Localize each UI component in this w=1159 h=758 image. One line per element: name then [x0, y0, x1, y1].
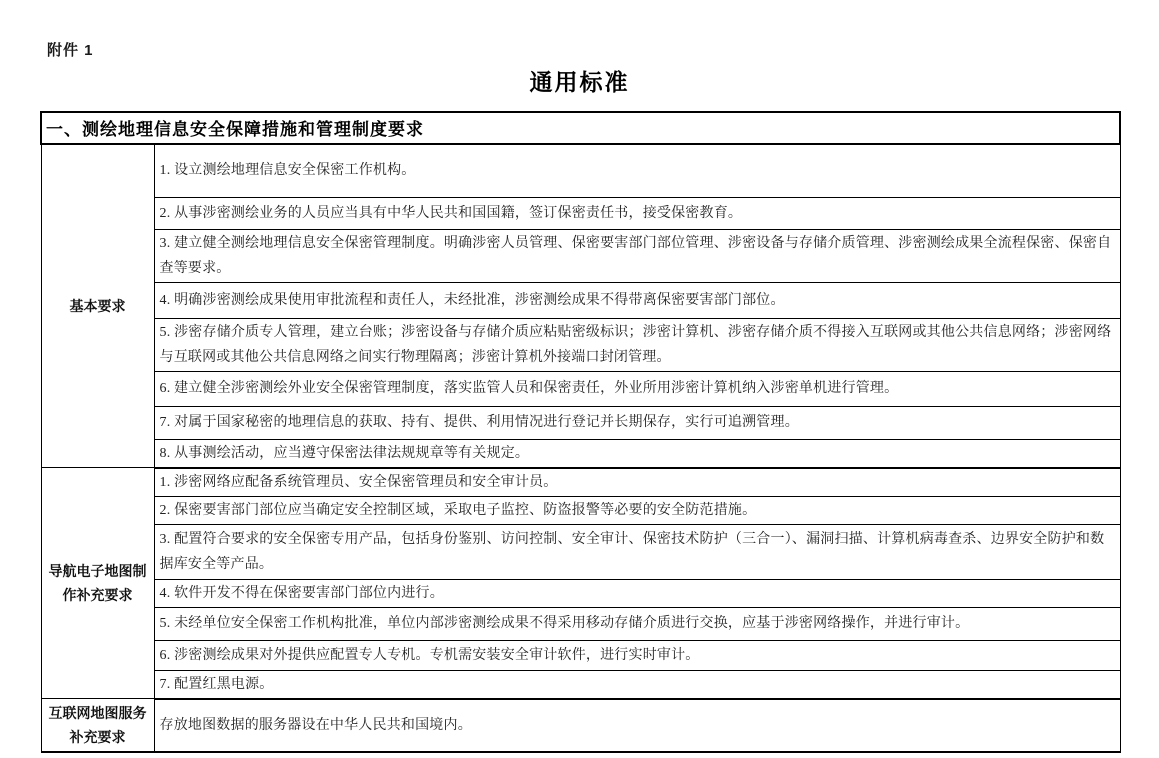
requirement-cell: 5. 涉密存储介质专人管理，建立台账；涉密设备与存储介质应粘贴密级标识；涉密计算机、涉密存储介质不得接入互联网或其他公共信息网络；涉密网络与互联网或其他公共信息网络之间实行物理隔离；涉密计算机外接端口封闭管理。	[154, 318, 1120, 371]
requirement-cell: 4. 软件开发不得在保密要害部门部位内进行。	[154, 579, 1120, 607]
section-label-basic-requirements: 基本要求	[41, 144, 154, 468]
requirement-cell: 1. 设立测绘地理信息安全保密工作机构。	[154, 144, 1120, 197]
table-section-header: 一、测绘地理信息安全保障措施和管理制度要求	[41, 112, 1120, 144]
requirement-cell: 5. 未经单位安全保密工作机构批准，单位内部涉密测绘成果不得采用移动存储介质进行交换，应基于涉密网络操作，并进行审计。	[154, 607, 1120, 640]
requirement-cell: 2. 保密要害部门部位应当确定安全控制区域，采取电子监控、防盗报警等必要的安全防范措施。	[154, 496, 1120, 524]
standards-table	[40, 111, 1121, 753]
requirement-cell: 6. 建立健全涉密测绘外业安全保密管理制度，落实监管人员和保密责任，外业所用涉密计算机纳入涉密单机进行管理。	[154, 371, 1120, 406]
requirement-cell: 3. 配置符合要求的安全保密专用产品，包括身份鉴别、访问控制、安全审计、保密技术防护（三合一）、漏洞扫描、计算机病毒查杀、边界安全防护和数据库安全等产品。	[154, 524, 1120, 579]
attachment-label: 附件 1	[47, 42, 94, 59]
requirement-cell: 6. 涉密测绘成果对外提供应配置专人专机。专机需安装安全审计软件，进行实时审计。	[154, 640, 1120, 670]
requirement-cell: 7. 配置红黑电源。	[154, 670, 1120, 699]
requirement-cell: 2. 从事涉密测绘业务的人员应当具有中华人民共和国国籍，签订保密责任书，接受保密教育。	[154, 197, 1120, 229]
requirement-cell: 7. 对属于国家秘密的地理信息的获取、持有、提供、利用情况进行登记并长期保存，实行可追溯管理。	[154, 406, 1120, 439]
requirement-cell: 存放地图数据的服务器设在中华人民共和国境内。	[154, 699, 1120, 753]
section-label-internet-map-service: 互联网地图服务补充要求	[41, 699, 154, 753]
section-label-navigation-map: 导航电子地图制作补充要求	[41, 468, 154, 699]
requirement-cell: 3. 建立健全测绘地理信息安全保密管理制度。明确涉密人员管理、保密要害部门部位管理、涉密设备与存储介质管理、涉密测绘成果全流程保密、保密自查等要求。	[154, 229, 1120, 282]
requirement-cell: 8. 从事测绘活动，应当遵守保密法律法规规章等有关规定。	[154, 439, 1120, 468]
page-title: 通用标准	[529, 70, 630, 95]
requirement-cell: 4. 明确涉密测绘成果使用审批流程和责任人，未经批准，涉密测绘成果不得带离保密要害部门部位。	[154, 282, 1120, 318]
requirement-cell: 1. 涉密网络应配备系统管理员、安全保密管理员和安全审计员。	[154, 468, 1120, 497]
